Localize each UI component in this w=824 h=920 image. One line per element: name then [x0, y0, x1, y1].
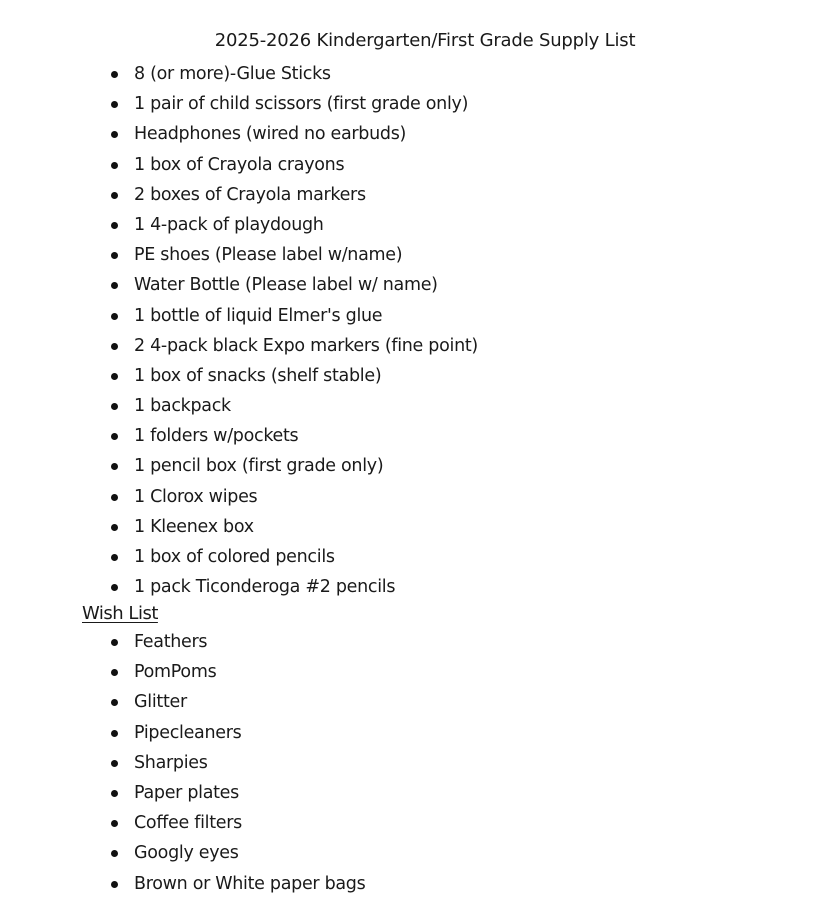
- wish-item-text: PomPoms: [134, 662, 217, 683]
- wish-item-text: Feathers: [134, 632, 208, 652]
- bullet-icon: [111, 494, 118, 501]
- bullet-icon: [111, 584, 118, 591]
- bullet-icon: [111, 850, 118, 857]
- bullet-icon: [111, 252, 118, 259]
- wish-item-text: Pipecleaners: [134, 722, 242, 743]
- bullet-icon: [111, 639, 118, 646]
- bullet-icon: [111, 699, 118, 706]
- bullet-icon: [111, 433, 118, 440]
- bullet-icon: [111, 820, 118, 827]
- supply-item-text: 1 Clorox wipes: [134, 486, 258, 507]
- supply-item-text: 1 pencil box (first grade only): [134, 456, 384, 477]
- supply-item-text: 2 4-pack black Expo markers (fine point): [134, 335, 478, 356]
- bullet-icon: [111, 554, 118, 561]
- supply-item-text: 1 pack Ticonderoga #2 pencils: [134, 577, 396, 598]
- bullet-icon: [111, 131, 118, 138]
- supply-item-text: 1 box of snacks (shelf stable): [134, 365, 382, 386]
- supply-item-text: 1 box of Crayola crayons: [134, 154, 345, 175]
- supply-item-text: PE shoes (Please label w/name): [134, 245, 403, 266]
- supply-item-text: 1 backpack: [134, 396, 231, 417]
- wish-list-heading: Wish List: [82, 603, 158, 624]
- bullet-icon: [111, 282, 118, 289]
- wish-item-text: Glitter: [134, 692, 187, 713]
- bullet-icon: [111, 403, 118, 410]
- supply-item-text: 1 pair of child scissors (first grade only): [134, 94, 469, 115]
- supply-item-text: 1 bottle of liquid Elmer's glue: [134, 305, 383, 326]
- bullet-icon: [111, 101, 118, 108]
- supply-item-text: 8 (or more)-Glue Sticks: [134, 64, 331, 84]
- supply-item-text: 1 Kleenex box: [134, 516, 254, 537]
- bullet-icon: [111, 669, 118, 676]
- bullet-icon: [111, 730, 118, 737]
- bullet-icon: [111, 343, 118, 350]
- bullet-icon: [111, 192, 118, 199]
- bullet-icon: [111, 881, 118, 888]
- supply-item-text: 1 box of colored pencils: [134, 547, 335, 567]
- bullet-icon: [111, 373, 118, 380]
- bullet-icon: [111, 463, 118, 470]
- bullet-icon: [111, 790, 118, 797]
- bullet-icon: [111, 760, 118, 767]
- supply-item-text: Water Bottle (Please label w/ name): [134, 275, 438, 296]
- document-title: 2025-2026 Kindergarten/First Grade Supply List: [214, 30, 636, 51]
- wish-item-text: Sharpies: [134, 752, 208, 773]
- supply-item-text: Headphones (wired no earbuds): [134, 124, 407, 145]
- bullet-icon: [111, 313, 118, 320]
- bullet-icon: [111, 222, 118, 229]
- bullet-icon: [111, 71, 118, 78]
- supply-item-text: 1 folders w/pockets: [134, 426, 299, 447]
- wish-item-text: Googly eyes: [134, 843, 239, 864]
- wish-item-text: Paper plates: [134, 782, 239, 803]
- wish-item-text: Brown or White paper bags: [134, 873, 366, 894]
- bullet-icon: [111, 162, 118, 169]
- supply-item-text: 1 4-pack of playdough: [134, 214, 324, 235]
- wish-item-text: Coffee filters: [134, 813, 242, 834]
- supply-item-text: 2 boxes of Crayola markers: [134, 184, 366, 205]
- bullet-icon: [111, 524, 118, 531]
